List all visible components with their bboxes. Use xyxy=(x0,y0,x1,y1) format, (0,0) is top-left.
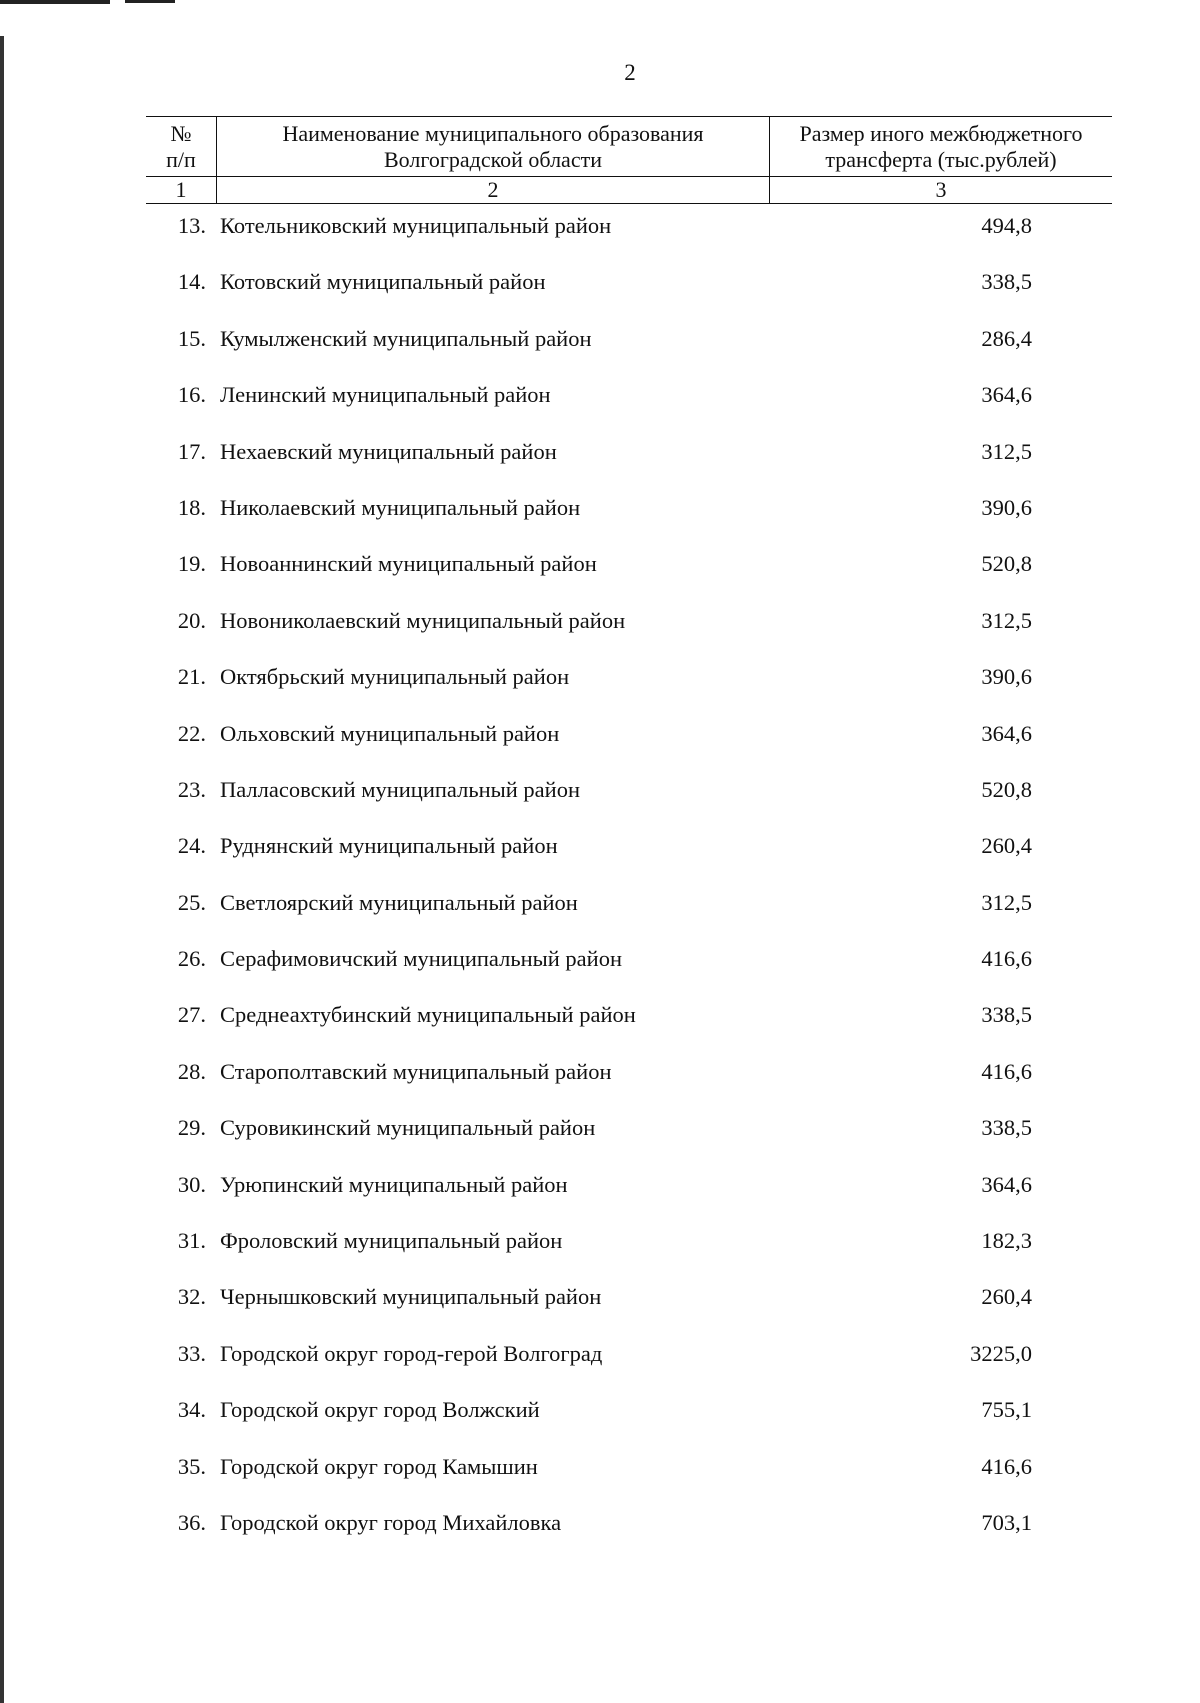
table-row xyxy=(0,946,1200,1002)
row-number: 28. xyxy=(177,1058,206,1084)
row-number: 27. xyxy=(177,1002,206,1028)
table-row xyxy=(0,269,1200,325)
row-transfer-amount: 312,5 xyxy=(981,607,1032,633)
table-row xyxy=(0,1510,1200,1566)
table-row xyxy=(0,1397,1200,1453)
row-municipality-name: Суровикинский муниципальный район xyxy=(220,1115,596,1141)
table-row xyxy=(0,833,1200,889)
row-transfer-amount: 520,8 xyxy=(981,776,1032,802)
row-number: 26. xyxy=(177,946,206,972)
row-number: 13. xyxy=(177,213,206,238)
row-municipality-name: Городской округ город Камышин xyxy=(220,1453,538,1479)
row-municipality-name: Котельниковский муниципальный район xyxy=(220,213,612,238)
header-title-row xyxy=(146,116,1112,177)
row-municipality-name: Светлоярский муниципальный район xyxy=(220,889,578,915)
row-municipality-name: Городской округ город Михайловка xyxy=(220,1509,562,1535)
table-row xyxy=(0,890,1200,946)
table-row xyxy=(0,1002,1200,1058)
header-name-cell xyxy=(217,116,770,177)
row-municipality-name: Серафимовичский муниципальный район xyxy=(220,946,622,972)
row-number: 20. xyxy=(177,607,206,633)
row-transfer-amount: 286,4 xyxy=(981,325,1032,351)
row-transfer-amount: 520,8 xyxy=(981,551,1032,577)
row-transfer-amount: 338,5 xyxy=(981,1002,1032,1028)
row-number: 35. xyxy=(177,1453,206,1479)
header-index-2: 2 xyxy=(217,177,770,204)
row-municipality-name: Кумылженский муниципальный район xyxy=(220,325,592,351)
row-number: 22. xyxy=(177,720,206,746)
header-index-3: 3 xyxy=(770,177,1113,204)
row-municipality-name: Среднеахтубинский муниципальный район xyxy=(220,1002,636,1028)
row-transfer-amount: 312,5 xyxy=(981,438,1032,464)
header-amount-line1: Размер иного межбюджетного xyxy=(799,121,1083,146)
table-row xyxy=(0,1228,1200,1284)
row-number: 24. xyxy=(177,833,206,859)
table-row xyxy=(0,213,1200,269)
table-row xyxy=(0,1059,1200,1115)
header-number-cell xyxy=(146,116,217,177)
row-transfer-amount: 338,5 xyxy=(981,1115,1032,1141)
table-body xyxy=(0,213,1200,1566)
table-row xyxy=(0,439,1200,495)
row-municipality-name: Урюпинский муниципальный район xyxy=(220,1171,568,1197)
row-number: 33. xyxy=(177,1340,206,1366)
header-name-line1: Наименование муниципального образования xyxy=(282,121,704,146)
row-number: 23. xyxy=(177,776,206,802)
row-number: 15. xyxy=(177,325,206,351)
table-row xyxy=(0,382,1200,438)
row-municipality-name: Палласовский муниципальный район xyxy=(220,776,580,802)
table-row xyxy=(0,326,1200,382)
row-transfer-amount: 364,6 xyxy=(981,382,1032,408)
row-transfer-amount: 260,4 xyxy=(981,1284,1032,1310)
row-municipality-name: Нехаевский муниципальный район xyxy=(220,438,557,464)
row-transfer-amount: 390,6 xyxy=(981,494,1032,520)
row-number: 25. xyxy=(177,889,206,915)
row-municipality-name: Котовский муниципальный район xyxy=(220,269,546,295)
header-number-line1: № xyxy=(170,121,192,146)
table-row xyxy=(0,777,1200,833)
row-transfer-amount: 390,6 xyxy=(981,664,1032,690)
row-number: 21. xyxy=(177,664,206,690)
table-row xyxy=(0,1172,1200,1228)
row-transfer-amount: 182,3 xyxy=(981,1228,1032,1254)
row-municipality-name: Ольховский муниципальный район xyxy=(220,720,560,746)
page-number: 2 xyxy=(624,60,636,85)
row-municipality-name: Ленинский муниципальный район xyxy=(220,382,551,408)
row-municipality-name: Новониколаевский муниципальный район xyxy=(220,607,626,633)
row-number: 14. xyxy=(177,269,206,295)
row-municipality-name: Фроловский муниципальный район xyxy=(220,1228,563,1254)
table-row xyxy=(0,1454,1200,1510)
table-row xyxy=(0,721,1200,777)
row-number: 36. xyxy=(177,1509,206,1535)
scan-edge-mark xyxy=(125,0,175,3)
scan-edge-mark xyxy=(0,0,110,4)
row-number: 31. xyxy=(177,1228,206,1254)
table-row xyxy=(0,1115,1200,1171)
table-header xyxy=(146,116,1112,204)
row-transfer-amount: 416,6 xyxy=(981,1058,1032,1084)
table-row xyxy=(0,664,1200,720)
row-transfer-amount: 416,6 xyxy=(981,946,1032,972)
header-index-1: 1 xyxy=(146,177,217,204)
table-row xyxy=(0,608,1200,664)
row-transfer-amount: 338,5 xyxy=(981,269,1032,295)
header-amount-cell xyxy=(770,116,1113,177)
row-number: 32. xyxy=(177,1284,206,1310)
row-municipality-name: Новоаннинский муниципальный район xyxy=(220,551,597,577)
table-row xyxy=(0,551,1200,607)
row-transfer-amount: 364,6 xyxy=(981,720,1032,746)
row-transfer-amount: 494,8 xyxy=(981,213,1032,238)
header-index-row xyxy=(146,177,1112,204)
row-municipality-name: Николаевский муниципальный район xyxy=(220,494,581,520)
header-amount-line2: трансферта (тыс.рублей) xyxy=(825,147,1057,172)
row-number: 19. xyxy=(177,551,206,577)
row-transfer-amount: 416,6 xyxy=(981,1453,1032,1479)
row-number: 30. xyxy=(177,1171,206,1197)
row-transfer-amount: 364,6 xyxy=(981,1171,1032,1197)
row-municipality-name: Городской округ город-герой Волгоград xyxy=(220,1340,603,1366)
row-municipality-name: Руднянский муниципальный район xyxy=(220,833,558,859)
row-municipality-name: Старополтавский муниципальный район xyxy=(220,1058,612,1084)
row-number: 18. xyxy=(177,494,206,520)
row-municipality-name: Чернышковский муниципальный район xyxy=(220,1284,602,1310)
table-row xyxy=(0,1284,1200,1340)
header-number-line2: п/п xyxy=(166,147,196,172)
row-number: 34. xyxy=(177,1397,206,1423)
row-number: 17. xyxy=(177,438,206,464)
row-transfer-amount: 703,1 xyxy=(981,1509,1032,1535)
row-municipality-name: Городской округ город Волжский xyxy=(220,1397,540,1423)
row-number: 16. xyxy=(177,382,206,408)
row-transfer-amount: 3225,0 xyxy=(970,1340,1032,1366)
row-transfer-amount: 260,4 xyxy=(981,833,1032,859)
table-row xyxy=(0,495,1200,551)
header-name-line2: Волгоградской области xyxy=(384,147,602,172)
row-transfer-amount: 755,1 xyxy=(981,1397,1032,1423)
row-municipality-name: Октябрьский муниципальный район xyxy=(220,664,570,690)
table-row xyxy=(0,1341,1200,1397)
row-number: 29. xyxy=(177,1115,206,1141)
row-transfer-amount: 312,5 xyxy=(981,889,1032,915)
